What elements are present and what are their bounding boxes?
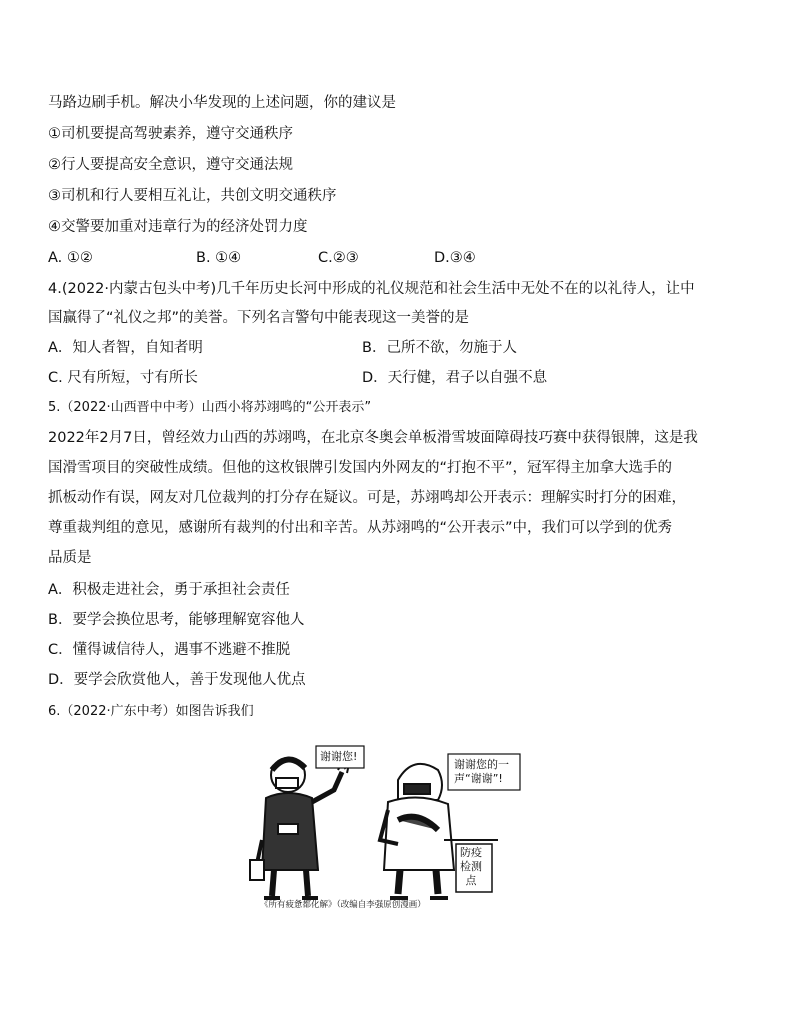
- q5-body-line-5: 品质是: [48, 550, 92, 566]
- q6-cartoon: [248, 740, 548, 902]
- q5-choice-c: C．懂得诚信待人，遇事不逃避不推脱: [48, 642, 291, 658]
- q5-body-line-1: 2022年2月7日，曾经效力山西的苏翊鸣，在北京冬奥会单板滑雪坡面障碍技巧赛中获得银牌，这是我: [48, 430, 698, 446]
- q6-header: 6.（2022·广东中考）如图告诉我们: [48, 704, 254, 719]
- bubble-right-text-1: 谢谢您的一: [454, 758, 509, 771]
- q3-stem-tail: 马路边刷手机。解决小华发现的上述问题，你的建议是: [48, 95, 396, 111]
- q3-choice-a: A. ①②: [48, 250, 93, 266]
- q5-body-line-2: 国滑雪项目的突破性成绩。但他的这枚银牌引发国内外网友的“打抱不平”，冠军得主加拿大选手的: [48, 460, 673, 476]
- q4-choice-b: B．己所不欲，勿施于人: [362, 340, 517, 356]
- q5-choice-d: D．要学会欣赏他人，善于发现他人优点: [48, 672, 306, 688]
- sign-text: 防疫 检测 点: [460, 846, 482, 887]
- q4-choice-c: C. 尺有所短，寸有所长: [48, 370, 198, 386]
- q4-choice-a: A．知人者智，自知者明: [48, 340, 203, 356]
- q3-item-3: ③司机和行人要相互礼让，共创文明交通秩序: [48, 188, 337, 204]
- q3-choice-c: C.②③: [318, 250, 359, 266]
- bubble-left-text: 谢谢您!: [320, 750, 358, 763]
- q4-stem-line-1: 4.(2022·内蒙古包头中考)几千年历史长河中形成的礼仪规范和社会生活中无处不在的以礼待人，让中: [48, 281, 695, 297]
- q5-header: 5.（2022·山西晋中中考）山西小将苏翊鸣的“公开表示”: [48, 400, 372, 415]
- q5-choice-b: B．要学会换位思考，能够理解宽容他人: [48, 612, 305, 628]
- health-worker-figure: [380, 764, 454, 898]
- q5-choice-a: A．积极走进社会，勇于承担社会责任: [48, 582, 290, 598]
- man-figure: [250, 758, 349, 898]
- q3-choice-b: B. ①④: [196, 250, 242, 266]
- q3-item-1: ①司机要提高驾驶素养，遵守交通秩序: [48, 126, 293, 142]
- q4-choice-d: D．天行健，君子以自强不息: [362, 370, 548, 386]
- cartoon-caption: 《所有疲惫都化解》（改编自李强原创漫画）: [260, 900, 426, 910]
- q3-item-4: ④交警要加重对违章行为的经济处罚力度: [48, 219, 308, 235]
- q5-body-line-3: 抓板动作有误，网友对几位裁判的打分存在疑议。可是，苏翊鸣却公开表示：理解实时打分的困难，: [48, 490, 686, 506]
- q3-item-2: ②行人要提高安全意识，遵守交通法规: [48, 157, 293, 173]
- q5-body-line-4: 尊重裁判组的意见，感谢所有裁判的付出和辛苦。从苏翊鸣的“公开表示”中，我们可以学到的优秀: [48, 520, 673, 536]
- q4-stem-line-2: 国赢得了“礼仪之邦”的美誉。下列名言警句中能表现这一美誉的是: [48, 310, 470, 326]
- bubble-right-text-2: 声“谢谢”!: [454, 772, 503, 785]
- q3-choice-d: D.③④: [434, 250, 476, 266]
